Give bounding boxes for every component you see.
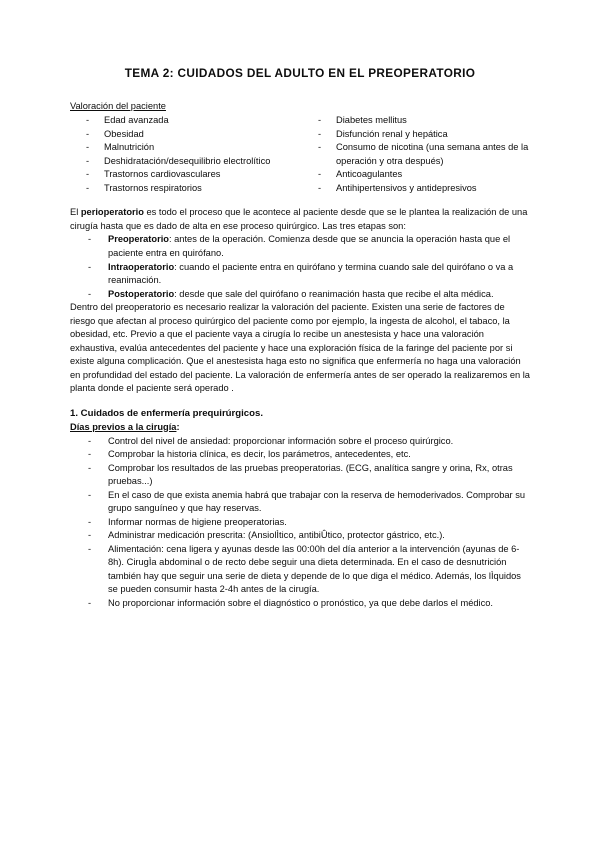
list-item: - Obesidad [70, 128, 300, 142]
list-item: - Trastornos cardiovasculares [70, 168, 300, 182]
valoracion-column-right [300, 114, 530, 195]
list-item: - Trastornos respiratorios [70, 182, 300, 196]
perioperatorio-term: perioperatorio [80, 207, 144, 218]
valoracion-two-column-list [70, 114, 530, 195]
valoracion-column-left [70, 114, 300, 195]
perioperatorio-intro-rest: es todo el proceso que le acontece al paciente desde que se le plantea la realización de una cirugía hasta que es dado de alta en ese proceso quirúrgico. Las tres etapas son: [70, 207, 528, 231]
list-item: - Control del nivel de ansiedad: proporcionar información sobre el proceso quirúrgico. [70, 435, 530, 449]
list-item: - Edad avanzada [70, 114, 300, 128]
etapa-text: : desde que sale del quirófano o reanimación hasta que recibe el alta médica. [174, 288, 494, 299]
etapa-term: Postoperatorio [108, 288, 175, 299]
list-item: - Informar normas de higiene preoperatorias. [70, 516, 530, 530]
page-title: TEMA 2: CUIDADOS DEL ADULTO EN EL PREOPERATORIO [124, 66, 476, 80]
list-item-preoperatorio [70, 233, 530, 260]
list-item: - En el caso de que exista anemia habrá que trabajar con la reserva de hemoderivados. Comprobar su grupo sanguíneo y que hay reservas. [70, 489, 530, 516]
list-item: - Consumo de nicotina (una semana antes de la operación y otra después) [302, 141, 530, 168]
cuidados-subheading-label: Días previos a la cirugía [70, 421, 177, 432]
etapas-list [70, 233, 530, 301]
list-item: - Administrar medicación prescrita: (AnsiolÌtico, antibiÛtico, protector gástrico, etc.). [70, 529, 530, 543]
list-item: - Deshidratación/desequilibrio electrolítico [70, 155, 300, 169]
cuidados-subheading [70, 421, 530, 434]
section-heading-valoracion [70, 100, 530, 113]
etapa-text: : cuando el paciente entra en quirófano y termina cuando sale del quirófano o va a reanimación. [108, 261, 514, 286]
dentro-preoperatorio-paragraph: Dentro del preoperatorio es necesario realizar la valoración del paciente. Existen una serie de factores de riesgo que afectan al proceso quirúrgico del paciente como por ejemplo, la ingesta de alcohol, el tabaco, la obesidad, etc. Previo a que el paciente vaya a cirugía lo recibe un anestesista y hace una valoración exhaustiva, evalúa antecedentes del paciente y hace una exploración física de la faringe del paciente por si existe alguna complicación. Que el anestesista haga esto no significa que enfermería no haga una valoración en profundidad del estado del paciente. La valoración de enfermería antes de ser operado la realizaremos en la planta donde el paciente será operado . [70, 302, 530, 394]
list-item: - Disfunción renal y hepática [302, 128, 530, 142]
list-item: - Alimentación: cena ligera y ayunas desde las 00:00h del día anterior a la intervención (ayunas de 6-8h). CirugÌa abdominal o de recto debe seguir una dieta determinada. En el caso de desnutrición también hay que seguir una serie de dieta y depende de lo que diga el médico. Además, los lÌquidos se pueden consumir hasta 2-4h antes de la cirugía. [70, 543, 530, 597]
list-item: - Antihipertensivos y antidepresivos [302, 182, 530, 196]
etapa-term: Intraoperatorio [108, 261, 175, 272]
list-item-postoperatorio [70, 288, 530, 302]
etapa-text: : antes de la operación. Comienza desde que se anuncia la operación hasta que el paciente entra en quirófano. [108, 234, 511, 258]
perioperatorio-intro-paragraph [70, 206, 530, 233]
list-item: - Comprobar la historia clínica, es decir, los parámetros, antecedentes, etc. [70, 448, 530, 462]
cuidados-number-heading: 1. Cuidados de enfermería prequirúrgicos. [70, 407, 263, 419]
list-item: - Malnutrición [70, 141, 300, 155]
valoracion-list-right [302, 114, 530, 195]
cuidados-list [70, 435, 530, 611]
list-item-intraoperatorio [70, 261, 530, 288]
list-item: - Comprobar los resultados de las pruebas preoperatorias. (ECG, analítica sangre y orina, Rx, otras pruebas...) [70, 462, 530, 489]
section-heading-valoracion-label: Valoración del paciente [70, 101, 166, 112]
valoracion-list-left [70, 114, 300, 195]
list-item: - No proporcionar información sobre el diagnóstico o pronóstico, ya que debe darlos el médico. [70, 597, 530, 611]
list-item: - Diabetes mellitus [302, 114, 530, 128]
perioperatorio-intro-lead: El [70, 207, 81, 218]
cuidados-subheading-colon: : [176, 421, 180, 432]
list-item: - Anticoagulantes [302, 168, 530, 182]
etapa-term: Preoperatorio [108, 234, 169, 245]
